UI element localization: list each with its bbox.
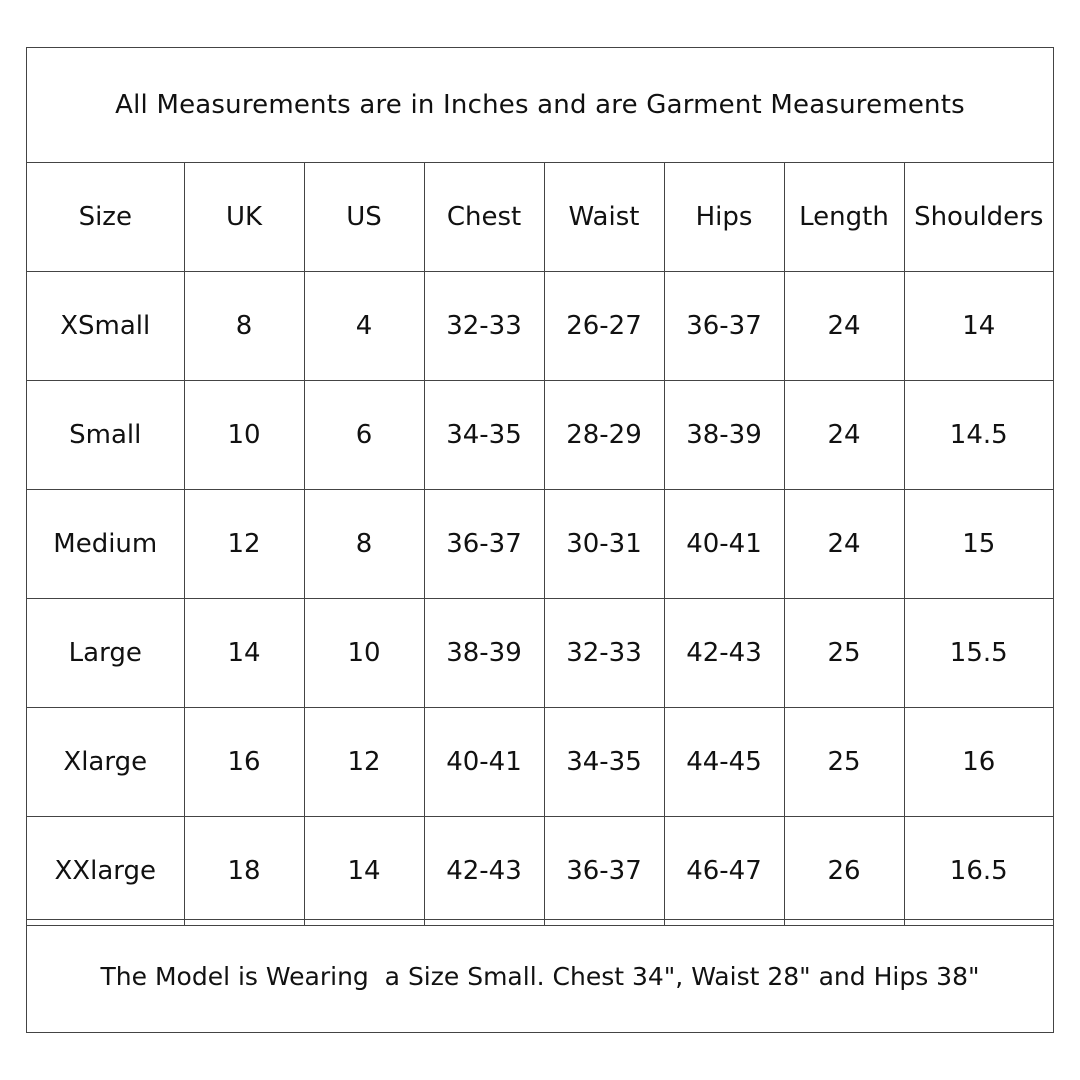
cell-shoulders: 15 [904, 490, 1053, 599]
size-table [27, 163, 1053, 926]
cell-uk: 12 [184, 490, 304, 599]
cell-us: 4 [304, 272, 424, 381]
cell-hips: 42-43 [664, 599, 784, 708]
cell-uk: 16 [184, 708, 304, 817]
table-row [27, 817, 1053, 926]
cell-hips: 36-37 [664, 272, 784, 381]
cell-waist: 30-31 [544, 490, 664, 599]
cell-size: XXlarge [27, 817, 184, 926]
cell-waist: 36-37 [544, 817, 664, 926]
size-chart [26, 47, 1054, 1033]
cell-chest: 36-37 [424, 490, 544, 599]
cell-chest: 34-35 [424, 381, 544, 490]
table-row [27, 272, 1053, 381]
cell-length: 25 [784, 599, 904, 708]
cell-shoulders: 16.5 [904, 817, 1053, 926]
cell-us: 8 [304, 490, 424, 599]
model-size-note: The Model is Wearing a Size Small. Chest 34", Waist 28" and Hips 38" [27, 919, 1053, 1032]
cell-uk: 10 [184, 381, 304, 490]
table-row [27, 599, 1053, 708]
cell-waist: 32-33 [544, 599, 664, 708]
cell-chest: 32-33 [424, 272, 544, 381]
column-header-chest: Chest [424, 163, 544, 272]
table-header-row [27, 163, 1053, 272]
measurement-note: All Measurements are in Inches and are Garment Measurements [27, 48, 1053, 163]
cell-size: Medium [27, 490, 184, 599]
cell-shoulders: 14.5 [904, 381, 1053, 490]
cell-waist: 26-27 [544, 272, 664, 381]
cell-uk: 14 [184, 599, 304, 708]
table-row [27, 708, 1053, 817]
cell-chest: 42-43 [424, 817, 544, 926]
cell-shoulders: 16 [904, 708, 1053, 817]
column-header-us: US [304, 163, 424, 272]
cell-size: XSmall [27, 272, 184, 381]
cell-waist: 34-35 [544, 708, 664, 817]
cell-hips: 40-41 [664, 490, 784, 599]
cell-chest: 40-41 [424, 708, 544, 817]
cell-length: 24 [784, 490, 904, 599]
cell-hips: 46-47 [664, 817, 784, 926]
cell-chest: 38-39 [424, 599, 544, 708]
cell-hips: 44-45 [664, 708, 784, 817]
column-header-hips: Hips [664, 163, 784, 272]
cell-us: 14 [304, 817, 424, 926]
cell-length: 26 [784, 817, 904, 926]
cell-us: 10 [304, 599, 424, 708]
column-header-waist: Waist [544, 163, 664, 272]
cell-hips: 38-39 [664, 381, 784, 490]
cell-us: 6 [304, 381, 424, 490]
column-header-shoulders: Shoulders [904, 163, 1053, 272]
cell-shoulders: 14 [904, 272, 1053, 381]
column-header-length: Length [784, 163, 904, 272]
cell-size: Large [27, 599, 184, 708]
cell-length: 24 [784, 381, 904, 490]
table-row [27, 381, 1053, 490]
cell-length: 24 [784, 272, 904, 381]
cell-size: Small [27, 381, 184, 490]
cell-length: 25 [784, 708, 904, 817]
column-header-size: Size [27, 163, 184, 272]
cell-waist: 28-29 [544, 381, 664, 490]
cell-shoulders: 15.5 [904, 599, 1053, 708]
column-header-uk: UK [184, 163, 304, 272]
cell-uk: 18 [184, 817, 304, 926]
cell-size: Xlarge [27, 708, 184, 817]
cell-us: 12 [304, 708, 424, 817]
table-row [27, 490, 1053, 599]
cell-uk: 8 [184, 272, 304, 381]
